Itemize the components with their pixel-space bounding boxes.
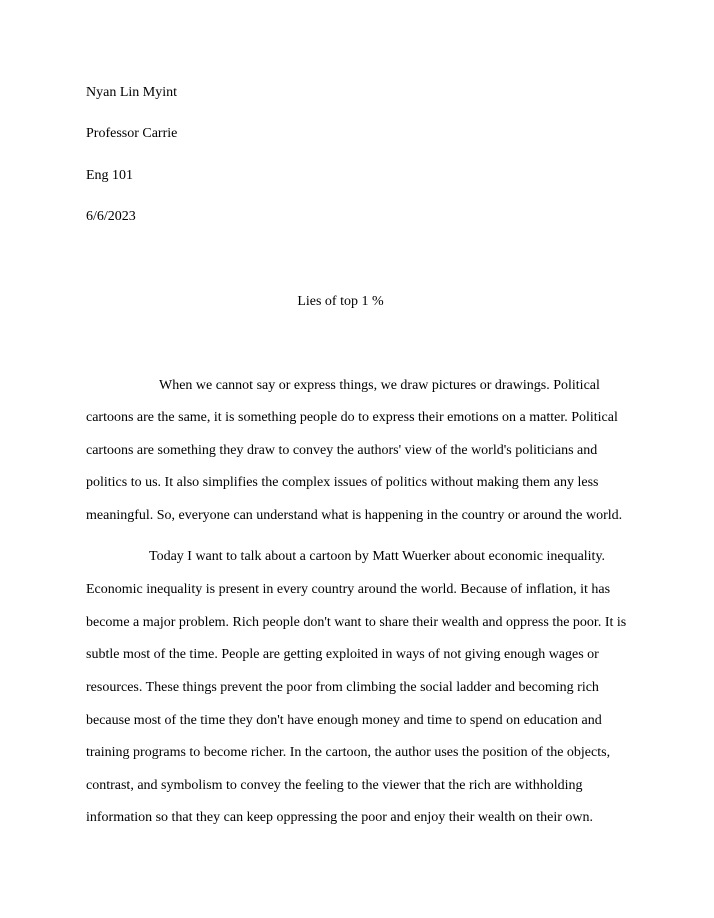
professor-name: Professor Carrie bbox=[86, 126, 178, 141]
paragraph-line: cartoons are something they draw to convey the authors' view of the world's politicians and bbox=[86, 443, 598, 458]
paragraph-line: When we cannot say or express things, we draw pictures or drawings. Political bbox=[159, 378, 600, 393]
essay-date: 6/6/2023 bbox=[86, 209, 136, 224]
paragraph-line: cartoons are the same, it is something people do to express their emotions on a matter. Political bbox=[86, 410, 618, 425]
paragraph-line: Today I want to talk about a cartoon by Matt Wuerker about economic inequality. bbox=[149, 549, 606, 564]
essay-title: Lies of top 1 % bbox=[297, 294, 384, 309]
paragraph-line: training programs to become richer. In the cartoon, the author uses the position of the objects, bbox=[86, 745, 611, 760]
paragraph-line: subtle most of the time. People are getting exploited in ways of not giving enough wages or bbox=[86, 647, 599, 662]
paragraph-line: information so that they can keep oppressing the poor and enjoy their wealth on their own. bbox=[86, 810, 593, 825]
paragraph-line: contrast, and symbolism to convey the feeling to the viewer that the rich are withholding bbox=[86, 778, 583, 793]
student-name: Nyan Lin Myint bbox=[86, 85, 177, 100]
paragraph-line: because most of the time they don't have enough money and time to spend on education and bbox=[86, 713, 602, 728]
paragraph-line: resources. These things prevent the poor from climbing the social ladder and becoming rich bbox=[86, 680, 599, 695]
paragraph-line: meaningful. So, everyone can understand what is happening in the country or around the world. bbox=[86, 508, 623, 523]
paragraph-line: become a major problem. Rich people don't want to share their wealth and oppress the poor. It is bbox=[86, 615, 627, 630]
paragraph-line: Economic inequality is present in every country around the world. Because of inflation, it has bbox=[86, 582, 611, 597]
paragraph-line: politics to us. It also simplifies the complex issues of politics without making them any less bbox=[86, 475, 599, 490]
course-name: Eng 101 bbox=[86, 168, 134, 183]
